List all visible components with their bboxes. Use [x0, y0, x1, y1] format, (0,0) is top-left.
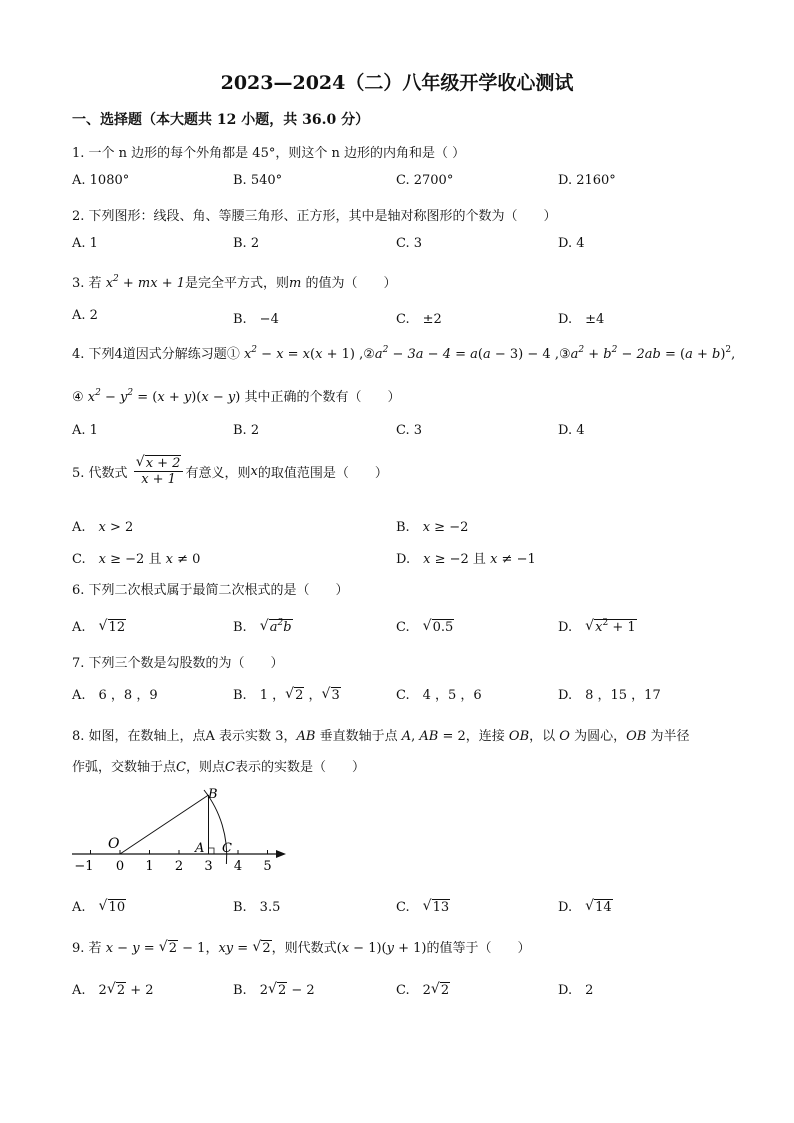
question-4-line1: [72, 343, 735, 362]
q6-option-c: C. √ 0.5: [396, 616, 454, 635]
q4-option-a: A. 1: [72, 423, 98, 438]
q4-text-pre: 4. 下列4道因式分解练习题: [72, 347, 227, 362]
question-5-stem: 5. 代数式 √ $\frac{x + 2}{x + 1}$ 有意义，则x的取值范围是（ ）: [72, 456, 388, 487]
number-line-figure: [68, 782, 298, 872]
q6-option-d: D. √ $x^2 + 1$: [558, 616, 637, 635]
q3-option-b: B. −4: [233, 312, 279, 327]
tick-label: −1: [74, 859, 94, 872]
q1-option-d: D. 2160°: [558, 173, 616, 188]
q7-option-b: B. 1 ，√ 2 ，√ 3: [233, 684, 341, 703]
q7-option-c: C. 4 ，5 ，6: [396, 688, 482, 703]
q1-option-b: B. 540°: [233, 173, 283, 188]
right-angle-mark: [209, 848, 215, 854]
axis-arrow: [276, 850, 286, 858]
q5-option-b: B. x ≥ −2: [396, 520, 469, 535]
q4-option-c: C. 3: [396, 423, 423, 438]
q8-option-a: A. √ 10: [72, 896, 126, 915]
tick-label: 0: [115, 859, 125, 872]
label-o: O: [108, 836, 120, 852]
question-2-stem: 2. 下列图形：线段、角、等腰三角形、正方形，其中是轴对称图形的个数为（ ）: [72, 209, 557, 224]
q5-option-c: C. x ≥ −2 且 x ≠ 0: [72, 552, 201, 567]
tick-label: 4: [233, 859, 243, 872]
question-7-stem: 7. 下列三个数是勾股数的为（ ）: [72, 656, 284, 671]
q4-text-post: 其中正确的个数有（ ）: [244, 390, 401, 405]
q3-variable: m: [289, 276, 302, 291]
q3-expression: $x^2$ + mx + 1: [105, 274, 186, 291]
q7-option-a: A. 6 ，8 ，9: [72, 688, 158, 703]
q6-option-a: A. √ 12: [72, 616, 126, 635]
tick-label: 5: [263, 859, 272, 872]
question-9-stem: 9. 若 x − y = √ 2 − 1，xy = √ 2，则代数式(x − 1)(y + 1)的值等于（ ）: [72, 937, 531, 956]
q5-text-pre: 5. 代数式: [72, 466, 128, 481]
q5-option-d: D. x ≥ −2 且 x ≠ −1: [396, 552, 536, 567]
question-8-line1: 8. 如图，在数轴上，点A 表示实数 3，AB 垂直数轴于点 A, AB = 2，连接 OB，以 O 为圆心，OB 为半径: [72, 729, 690, 744]
q4-item-3: $,③a^2 + b^2 - 2ab = (a + b)^2$,: [554, 345, 736, 362]
q1-option-c: C. 2700°: [396, 173, 454, 188]
q3-option-c: C. ±2: [396, 312, 442, 327]
tick-labels: [74, 859, 271, 872]
q3-text-post: 的值为（ ）: [305, 276, 397, 291]
page-title: 2023—2024（二）八年级开学收心测试: [220, 72, 574, 94]
q4-item-4: ④ $x^2 - y^2 = (x + y)(x - y)$: [72, 388, 241, 405]
q9-option-c: C. 2√ 2: [396, 979, 450, 998]
q9-option-a: A. 2√ 2 + 2: [72, 979, 154, 998]
q5-option-a: A. x > 2: [72, 520, 134, 535]
q4-option-b: B. 2: [233, 423, 260, 438]
tick-label: 3: [204, 859, 213, 872]
question-3-stem: [72, 272, 397, 291]
q7-option-d: D. 8 ，15 ，17: [558, 688, 661, 703]
tick-label: 2: [174, 859, 184, 872]
q2-option-c: C. 3: [396, 236, 423, 251]
q4-item-1: ① $x^2 - x = x(x + 1)$: [226, 345, 355, 362]
q3-text-pre: 3. 若: [72, 276, 102, 291]
q5-text-post: 有意义，则: [185, 466, 251, 481]
q2-option-b: B. 2: [233, 236, 260, 251]
question-6-stem: 6. 下列二次根式属于最简二次根式的是（ ）: [72, 583, 349, 598]
label-a: A: [195, 841, 205, 856]
q5-fraction: √ $\frac{x + 2}{x + 1}$: [134, 456, 184, 487]
q3-option-a: A. 2: [72, 308, 98, 323]
q1-option-a: A. 1080°: [72, 173, 130, 188]
label-b: B: [208, 787, 218, 802]
q9-option-b: B. 2√ 2 − 2: [233, 979, 315, 998]
question-8-line2: 作弧，交数轴于点C，则点C表示的实数是（ ）: [72, 760, 365, 775]
q4-item-2: $,②a^2 - 3a - 4 = a(a - 3) - 4$: [359, 345, 551, 362]
q4-option-d: D. 4: [558, 423, 585, 438]
q5-text-post2: 的取值范围是（ ）: [257, 466, 388, 481]
q8-option-c: C. √ 13: [396, 896, 450, 915]
tick-label: 1: [145, 859, 154, 872]
q8-option-b: B. 3.5: [233, 900, 281, 915]
question-1-stem: 1. 一个 n 边形的每个外角都是 45°，则这个 n 边形的内角和是（ ）: [72, 146, 466, 161]
q9-option-d: D. 2: [558, 983, 594, 998]
q3-option-d: D. ±4: [558, 312, 605, 327]
q2-option-d: D. 4: [558, 236, 585, 251]
q8-option-d: D. √ 14: [558, 896, 613, 915]
q3-text-mid: 是完全平方式，则: [185, 276, 290, 291]
label-c: C: [222, 841, 232, 856]
q6-option-b: B. √ $a^2b$: [233, 616, 293, 635]
q2-option-a: A. 1: [72, 236, 98, 251]
question-4-line2: [72, 386, 401, 405]
section-heading: 一、选择题（本大题共 12 小题，共 36.0 分）: [72, 112, 370, 128]
